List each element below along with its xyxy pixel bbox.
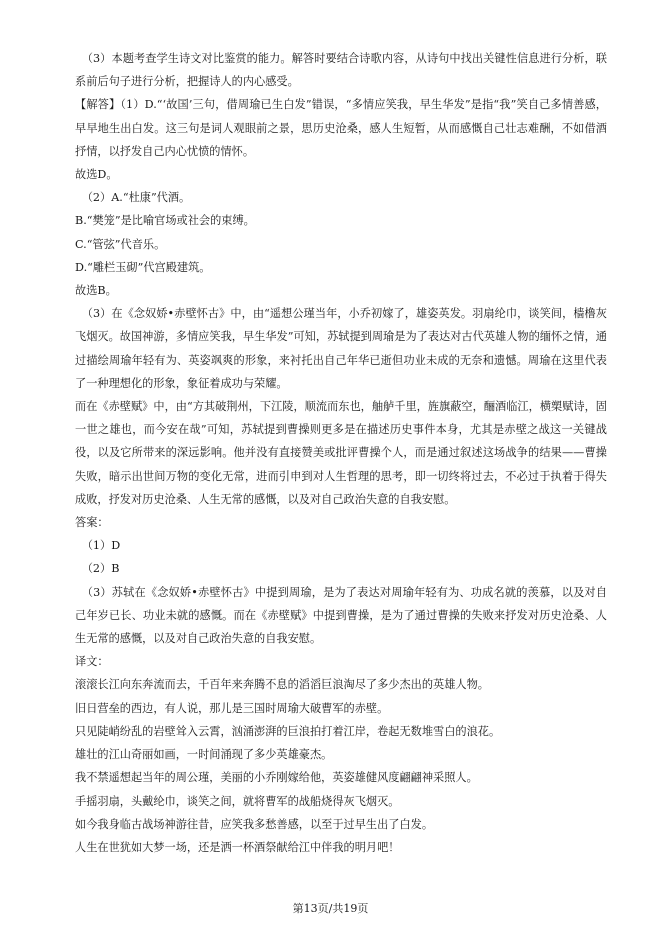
option-b-q2: B.“樊笼”是比喻官场或社会的束缚。 [75, 214, 255, 228]
choice-result-q1: 故选D。 [75, 168, 118, 182]
explanation-q3-chibifu: 而在《赤壁赋》中，由“方其破荆州，下江陵，顺流而东也，舳舻千里，旌旗蔽空，酾酒临江，横槊赋诗，固一世之雄也，而今安在哉”可知，苏轼提到曹操则更多是在描述历史事件本身，尤其是赤壁之战这一关键战役，以及它所带来的深远影响。他并没有直接赞美或批评曹操个人，而是通过叙述这场战争的结果——曹操失败，暗示出世间万物的变化无常，进而引申到对人生哲理的思考，即一切终将过去，不必过于执着于得失成败，抒发对历史沧桑、人生无常的感慨，以及对自己政治失意的自我安慰。 [75, 400, 607, 506]
translation-line: 旧日营垒的西边，有人说，那儿是三国时周瑜大破曹军的赤壁。 [75, 701, 389, 715]
translation-line: 如今我身临古战场神游往昔，应笑我多愁善感，以至于过早生出了白发。 [75, 817, 434, 831]
answer-explanation-q1: 【解答】（1）D.“‘故国’三句，借周瑜已生白发”错误，“多情应笑我，早生华发”是指“我”笑自己多情善感，早早地生出白发。这三句是词人观眼前之景，思历史沧桑，感人生短暂，从而感慨自己壮志难酬，不如借酒抒情，以抒发自己内心忧愤的情怀。 [75, 98, 607, 158]
translation-line: 只见陡峭纷乱的岩壁耸入云霄，汹涌澎湃的巨浪拍打着江岸，卷起无数堆雪白的浪花。 [75, 724, 501, 738]
option-c-q2: C.“管弦”代音乐。 [75, 237, 166, 251]
answers-heading: 答案： [75, 516, 109, 530]
page-number: 第13页/共19页 [292, 902, 369, 915]
translation-line: 人生在世犹如大梦一场，还是洒一杯酒祭献给江中伴我的明月吧！ [75, 840, 400, 854]
document-body [75, 47, 607, 859]
answer-q1: （1）D [81, 539, 121, 553]
translation-line: 手摇羽扇，头戴纶巾，谈笑之间，就将曹军的战船烧得灰飞烟灭。 [75, 794, 400, 808]
translation-line: 滚滚长江向东奔流而去，千百年来奔腾不息的滔滔巨浪淘尽了多少杰出的英雄人物。 [75, 678, 489, 692]
answer-q3: （3）苏轼在《念奴娇•赤壁怀古》中提到周瑜，是为了表达对周瑜年轻有为、功成名就的羡慕，以及对自己年岁已长、功业未就的感慨。而在《赤壁赋》中提到曹操，是为了通过曹操的失败来抒发对历史沧桑、人生无常的感慨，以及对自己政治失意的自我安慰。 [75, 585, 607, 646]
explanation-q3-nianujiao: （3）在《念奴娇•赤壁怀古》中，由“遥想公瑾当年，小乔初嫁了，雄姿英发。羽扇纶巾，谈笑间，樯橹灰飞烟灭。故国神游，多情应笑我，早生华发”可知，苏轼提到周瑜是为了表达对古代英雄人物的缅怀之情，通过描绘周瑜年轻有为、英姿飒爽的形象，来衬托出自己年华已逝但功业未成的无奈和遗憾。周瑜在这里代表了一种理想化的形象，象征着成功与荣耀。 [75, 307, 607, 390]
translation-line: 我不禁遥想起当年的周公瑾，美丽的小乔刚嫁给他，英姿雄健风度翩翩神采照人。 [75, 771, 478, 785]
translation-line: 雄壮的江山奇丽如画，一时间涌现了多少英雄豪杰。 [75, 748, 333, 762]
option-a-q2: （2）A.“杜康”代酒。 [81, 191, 191, 205]
option-d-q2: D.“雕栏玉砌”代宫殿建筑。 [75, 260, 211, 274]
translation-heading: 译文： [75, 655, 109, 669]
choice-result-q2: 故选B。 [75, 284, 117, 298]
analysis-paragraph-3: （3）本题考查学生诗文对比鉴赏的能力。解答时要结合诗歌内容，从诗句中找出关键性信息进行分析，联系前后句子进行分析，把握诗人的内心感受。 [75, 52, 607, 89]
answer-q2: （2）B [81, 562, 120, 576]
